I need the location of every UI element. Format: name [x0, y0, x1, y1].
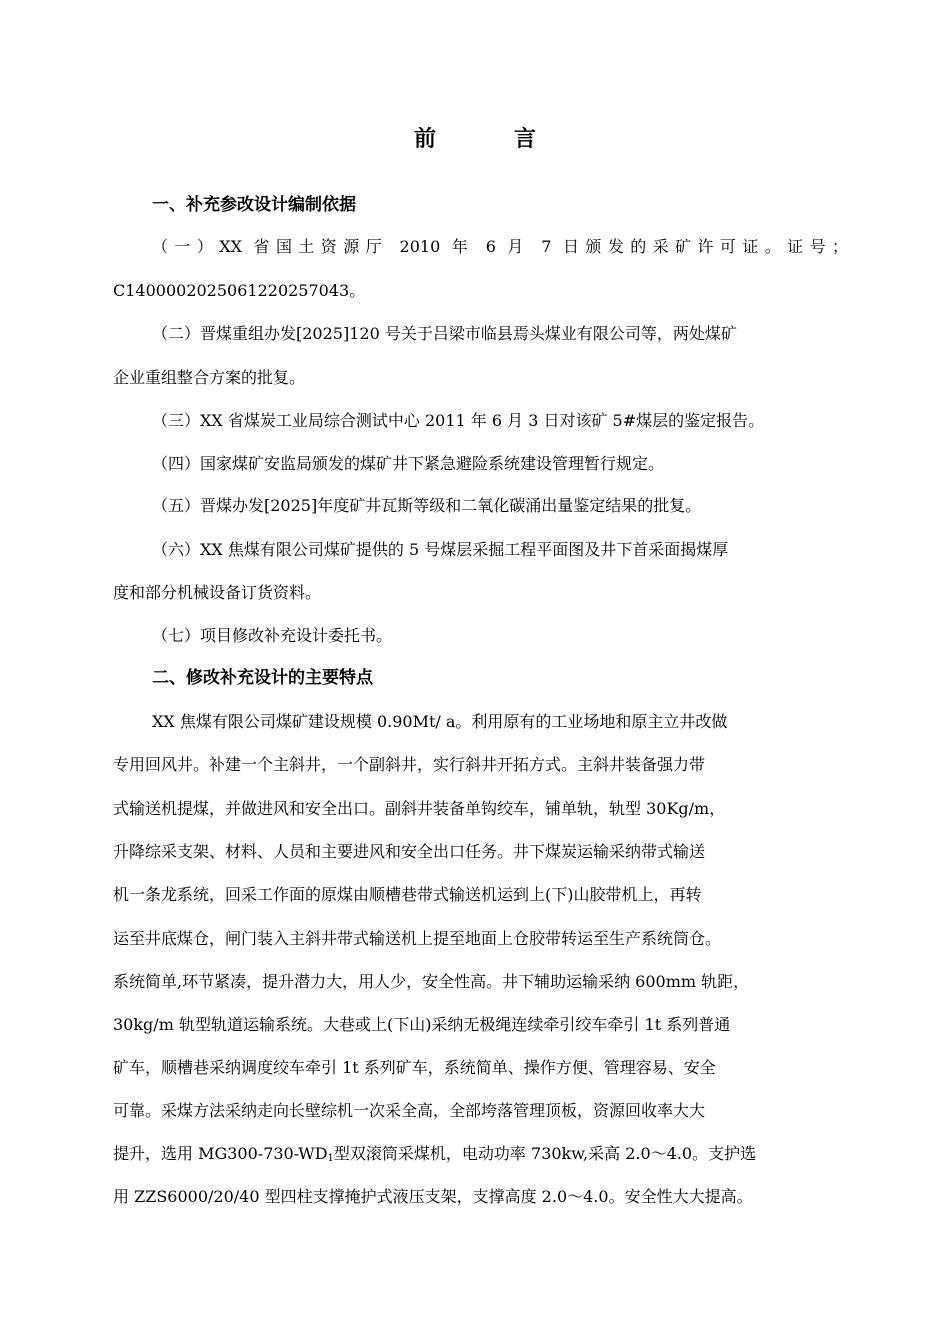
features-line-1: XX 焦煤有限公司煤矿建设规模 0.90Mt/ a。利用原有的工业场地和原主立井改做: [152, 712, 728, 731]
features-line-2: 专用回风井。补建一个主斜井，一个副斜井，实行斜井开拓方式。主斜井装备强力带: [113, 755, 706, 774]
features-line-7: 系统简单,环节紧凑，提升潜力大，用人少，安全性高。井下辅助运输采纳 600mm 轨距，: [113, 972, 750, 991]
basis-item-1-line-2: C1400002025061220257043。: [113, 281, 366, 300]
features-line-11-part-2: 型双滚筒采煤机，电动功率 730kw,采高 2.0～4.0。支护选: [333, 1144, 757, 1163]
features-line-5: 机一条龙系统，回采工作面的原煤由顺槽巷带式输送机运到上(下)山胶带机上，再转: [113, 885, 702, 904]
features-line-10: 可靠。采煤方法采纳走向长壁综机一次采全高，全部垮落管理顶板，资源回收率大大: [113, 1101, 706, 1120]
basis-item-4: （四）国家煤矿安监局颁发的煤矿井下紧急避险系统建设管理暂行规定。: [152, 454, 665, 473]
basis-item-7: （七）项目修改补充设计委托书。: [152, 626, 393, 645]
basis-item-6-line-2: 度和部分机械设备订货资料。: [113, 583, 322, 602]
model-subscript: 1: [327, 1153, 334, 1164]
features-line-9: 矿车，顺槽巷采纳调度绞车牵引 1t 系列矿车，系统简单、操作方便、管理容易、安全: [113, 1058, 716, 1077]
features-line-11: [113, 1140, 756, 1168]
basis-item-2-line-1: （二）晋煤重组办发[2025]120 号关于吕梁市临县焉头煤业有限公司等，两处煤矿: [152, 324, 737, 343]
features-line-4: 升降综采支架、材料、人员和主要进风和安全出口任务。井下煤炭运输采纳带式输送: [113, 842, 706, 861]
page-title: 前 言: [413, 127, 564, 152]
features-line-11-part-1: 提升，选用 MG300-730-WD: [113, 1144, 328, 1163]
basis-item-6-line-1: （六）XX 焦煤有限公司煤矿提供的 5 号煤层采掘工程平面图及井下首采面揭煤厚: [152, 540, 729, 559]
features-line-3: 式输送机提煤，并做进风和安全出口。副斜井装备单钩绞车，铺单轨，轨型 30Kg/m，: [113, 799, 726, 818]
section-heading-basis: 一、补充参改设计编制依据: [152, 195, 356, 215]
basis-item-5: （五）晋煤办发[2025]年度矿井瓦斯等级和二氧化碳涌出量鉴定结果的批复。: [152, 496, 702, 515]
features-line-12: 用 ZZS6000/20/40 型四柱支撑掩护式液压支架，支撑高度 2.0～4.0。安全性大大提高。: [113, 1187, 753, 1206]
basis-item-3: （三）XX 省煤炭工业局综合测试中心 2011 年 6 月 3 日对该矿 5#煤层的鉴定报告。: [152, 411, 765, 430]
basis-item-2-line-2: 企业重组整合方案的批复。: [113, 368, 306, 387]
basis-item-1-line-1: （一）XX 省国土资源厅 2010 年 6 月 7 日颁发的采矿许可证。证号；: [152, 237, 848, 256]
section-heading-features: 二、修改补充设计的主要特点: [152, 668, 373, 688]
features-line-6: 运至井底煤仓，闸门装入主斜井带式输送机上提至地面上仓胶带转运至生产系统筒仓。: [113, 929, 722, 948]
features-line-8: 30kg/m 轨型轨道运输系统。大巷或上(下山)采纳无极绳连续牵引绞车牵引 1t 系列普通: [113, 1015, 731, 1034]
